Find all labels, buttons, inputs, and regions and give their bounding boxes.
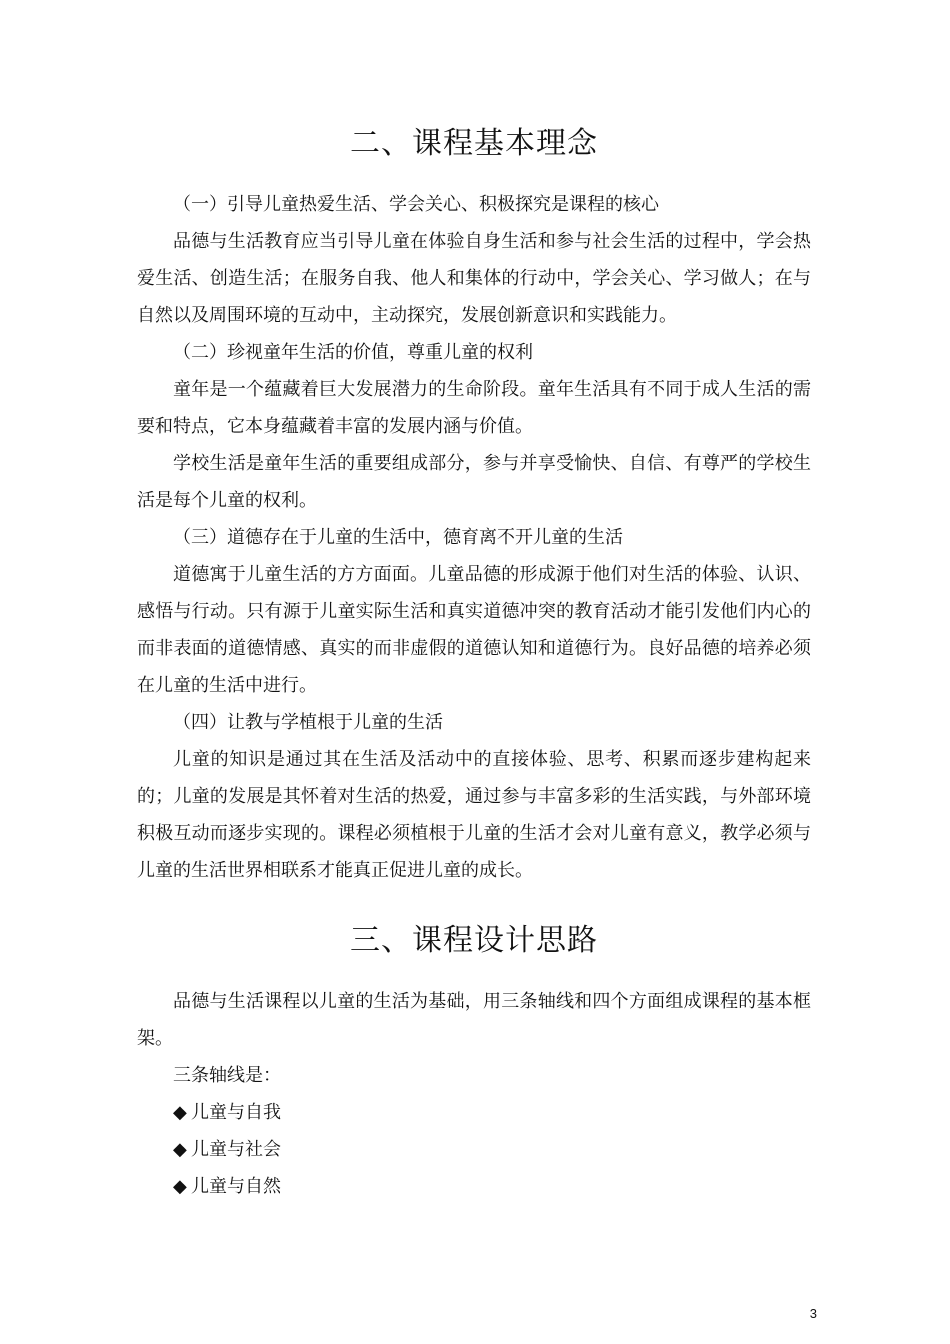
axes-bullet-list (137, 1094, 811, 1205)
body-paragraph: 品德与生活教育应当引导儿童在体验自身生活和参与社会生活的过程中，学会热爱生活、创造生活；在服务自我、他人和集体的行动中，学会关心、学习做人；在与自然以及周围环境的互动中，主动探究，发展创新意识和实践能力。 (137, 231, 811, 326)
section-title-design-ideas: 三、课程设计思路 (350, 923, 598, 958)
diamond-bullet-icon: ◆ (173, 1139, 187, 1160)
page-content (137, 120, 811, 1205)
bullet-item (137, 1131, 811, 1168)
diamond-bullet-icon: ◆ (173, 1176, 187, 1197)
subheading: （二）珍视童年生活的价值，尊重儿童的权利 (173, 342, 533, 363)
bullet-text: 儿童与自我 (191, 1102, 281, 1123)
body-paragraph: 道德寓于儿童生活的方方面面。儿童品德的形成源于他们对生活的体验、认识、感悟与行动。只有源于儿童实际生活和真实道德冲突的教育活动才能引发他们内心的而非表面的道德情感、真实的而非虚假的道德认知和道德行为。良好品德的培养必须在儿童的生活中进行。 (137, 564, 811, 696)
subheading: （三）道德存在于儿童的生活中，德育离不开儿童的生活 (173, 527, 623, 548)
axes-list-label: 三条轴线是： (173, 1065, 281, 1086)
section-title-basic-concepts: 二、课程基本理念 (350, 126, 598, 161)
subheading: （一）引导儿童热爱生活、学会关心、积极探究是课程的核心 (173, 194, 659, 215)
body-paragraph: 童年是一个蕴藏着巨大发展潜力的生命阶段。童年生活具有不同于成人生活的需要和特点，它本身蕴藏着丰富的发展内涵与价值。 (137, 379, 811, 437)
design-intro-paragraph: 品德与生活课程以儿童的生活为基础，用三条轴线和四个方面组成课程的基本框架。 (137, 991, 811, 1049)
body-paragraph: 学校生活是童年生活的重要组成部分，参与并享受愉快、自信、有尊严的学校生活是每个儿童的权利。 (137, 453, 811, 511)
subheading: （四）让教与学植根于儿童的生活 (173, 712, 443, 733)
page-number: 3 (809, 1306, 817, 1321)
bullet-text: 儿童与社会 (191, 1139, 281, 1160)
bullet-item (137, 1168, 811, 1205)
section-basic-concepts-body (137, 186, 811, 889)
bullet-text: 儿童与自然 (191, 1176, 281, 1197)
body-paragraph: 儿童的知识是通过其在生活及活动中的直接体验、思考、积累而逐步建构起来的；儿童的发展是其怀着对生活的热爱，通过参与丰富多彩的生活实践，与外部环境积极互动而逐步实现的。课程必须植根于儿童的生活才会对儿童有意义，教学必须与儿童的生活世界相联系才能真正促进儿童的成长。 (137, 749, 811, 881)
diamond-bullet-icon: ◆ (173, 1102, 187, 1123)
bullet-item (137, 1094, 811, 1131)
